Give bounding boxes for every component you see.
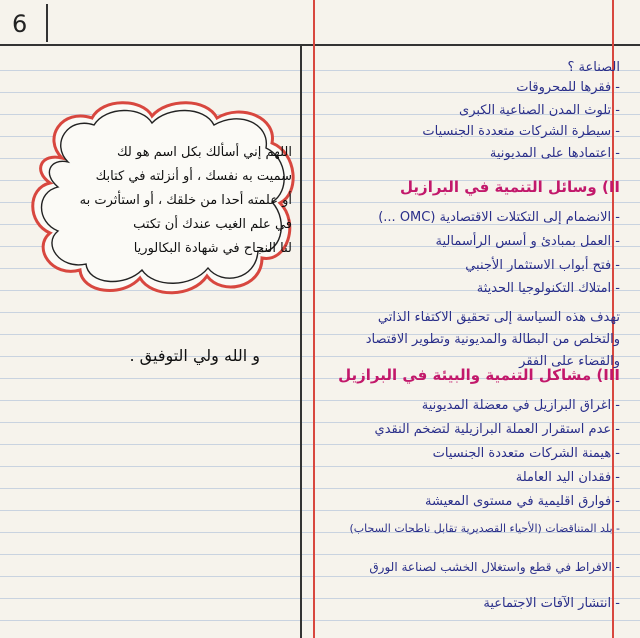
note-line: - هيمنة الشركات متعددة الجنسيات: [432, 446, 620, 461]
note-line: - انتشار الآفات الاجتماعية: [483, 596, 620, 611]
section-heading-2: II) وسائل التنمية في البرازيل: [400, 178, 620, 196]
section-heading-3: III) مشاكل التنمية والبيئة في البرازيل: [338, 366, 620, 384]
note-line: والقضاء على الفقر: [519, 354, 620, 369]
note-line: - تلوث المدن الصناعية الكبرى: [459, 103, 620, 118]
note-line: - فوارق اقليمية في مستوى المعيشة: [425, 494, 620, 509]
note-line: - عدم استقرار العملة البرازيلية لتضخم النقدي: [374, 422, 620, 437]
note-line: الصناعة ؟: [567, 60, 620, 75]
closing-phrase: و الله ولي التوفيق .: [129, 346, 260, 365]
note-line: - فتح أبواب الاستثمار الأجنبي: [465, 258, 620, 273]
note-line: - بلد المتناقضات (الأحياء القصديرية تقابل ناطحات السحاب): [349, 522, 620, 535]
prayer-line: في علم الغيب عندك أن تكتب: [133, 217, 292, 232]
note-line: تهدف هذه السياسة إلى تحقيق الاكتفاء الذاتي: [377, 310, 620, 325]
page-number: 6: [12, 10, 28, 38]
left-margin-line: [313, 0, 315, 638]
note-line: - العمل بمبادئ و أسس الرأسمالية: [435, 234, 620, 249]
note-line: - فقرها للمحروقات: [516, 80, 620, 95]
note-line: - سيطرة الشركات متعددة الجنسيات: [422, 124, 620, 139]
note-line: والتخلص من البطالة والمديونية وتطوير الاقتصاد: [365, 332, 620, 347]
prayer-line: أو علمته أحدا من خلقك ، أو استأثرت به: [79, 193, 292, 208]
prayer-line: سميت به نفسك ، أو أنزلته في كتابك: [95, 169, 292, 184]
page-header-rule: [0, 0, 640, 46]
note-line: - امتلاك التكنولوجيا الحديثة: [476, 281, 620, 296]
note-line: - الافراط في قطع واستغلال الخشب لصناعة الورق: [369, 560, 620, 574]
prayer-line: لنا النجاح في شهادة البكالوريا: [133, 241, 292, 256]
note-line: - اعتمادها على المديونية: [489, 146, 620, 161]
page-number-box: [6, 4, 48, 42]
note-line: - الانضمام إلى التكتلات الاقتصادية (OMC ...): [378, 210, 620, 225]
note-line: - اغراق البرازيل في معضلة المديونية: [421, 398, 620, 413]
prayer-line: اللهم إني أسألك بكل اسم هو لك: [116, 145, 292, 160]
note-line: - فقدان اليد العاملة: [515, 470, 620, 485]
